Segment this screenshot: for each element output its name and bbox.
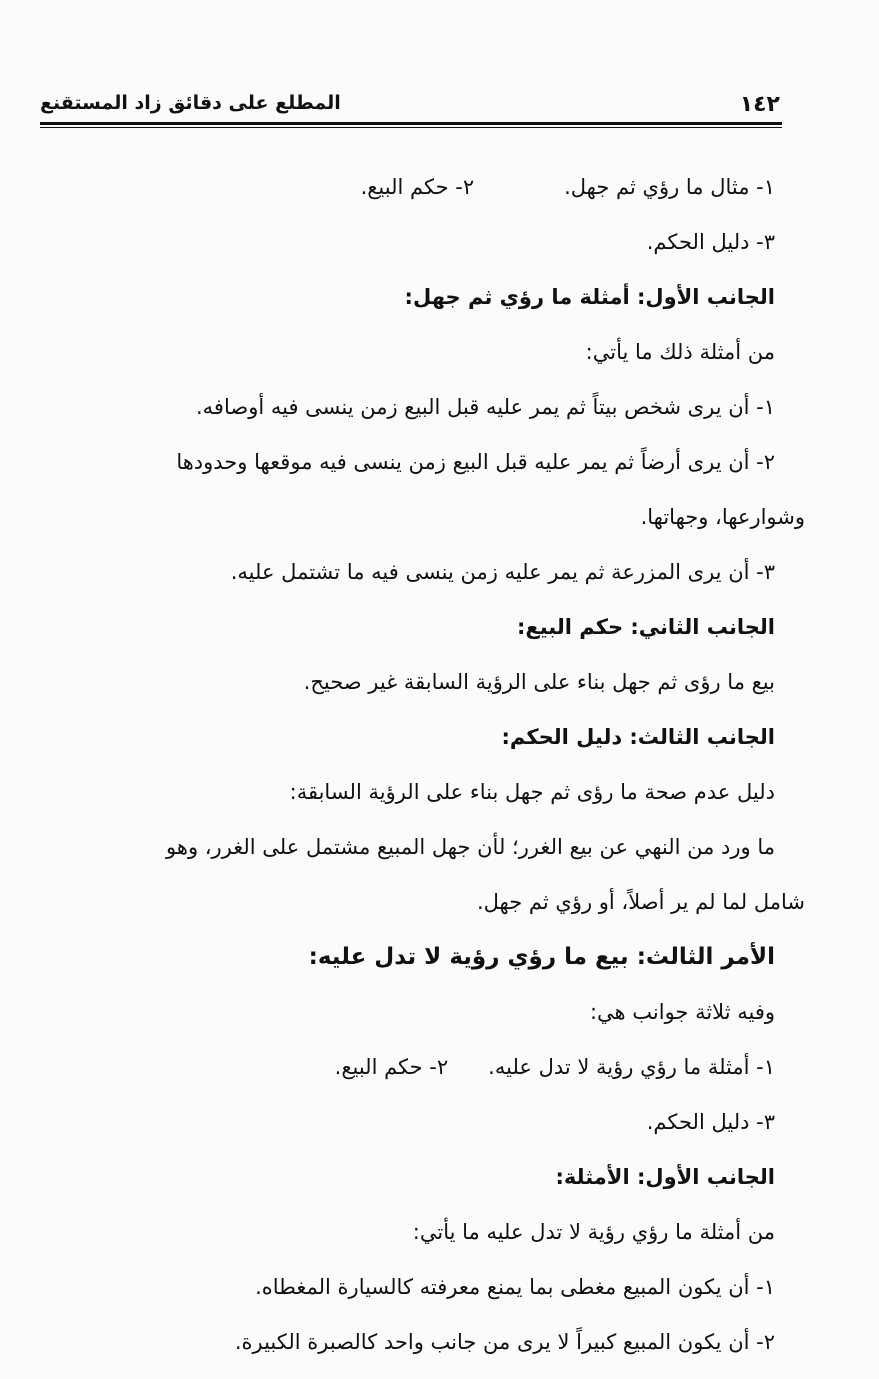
section-heading: الجانب الثاني: حكم البيع:: [516, 615, 775, 639]
paragraph: من أمثلة ذلك ما يأتي:: [585, 340, 775, 364]
list-item: ١- أن يكون المبيع مغطى بما يمنع معرفته كالسيارة المغطاه.: [255, 1275, 775, 1299]
paragraph: دليل عدم صحة ما رؤى ثم جهل بناء على الرؤية السابقة:: [289, 780, 775, 804]
list-item: ١- مثال ما رؤي ثم جهل.: [564, 175, 775, 199]
paragraph: ما ورد من النهي عن بيع الغرر؛ لأن جهل المبيع مشتمل على الغرر، وهو: [166, 835, 775, 859]
list-item: ٢- أن يكون المبيع كبيراً لا يرى من جانب واحد كالصبرة الكبيرة.: [234, 1330, 775, 1354]
paragraph-continuation: شامل لما لم ير أصلاً، أو رؤي ثم جهل.: [476, 890, 805, 914]
list-item: ٣- أن يرى المزرعة ثم يمر عليه زمن ينسى فيه ما تشتمل عليه.: [230, 560, 775, 584]
header-rule: [40, 122, 782, 125]
list-item: ٢- أن يرى أرضاً ثم يمر عليه قبل البيع زمن ينسى فيه موقعها وحدودها: [176, 450, 775, 474]
section-heading: الجانب الأول: الأمثلة:: [555, 1165, 775, 1189]
list-item: ٣- دليل الحكم.: [646, 230, 775, 254]
list-item: ٣- دليل الحكم.: [646, 1110, 775, 1134]
page-body: [50, 160, 805, 1370]
list-item: ٢- حكم البيع.: [360, 175, 475, 199]
list-item-continuation: وشوارعها، وجهاتها.: [640, 505, 805, 529]
paragraph: من أمثلة ما رؤي رؤية لا تدل عليه ما يأتي:: [412, 1220, 775, 1244]
section-heading: الأمر الثالث: بيع ما رؤي رؤية لا تدل عليه:: [308, 944, 775, 970]
list-item: ١- أمثلة ما رؤي رؤية لا تدل عليه.: [488, 1055, 775, 1079]
page-header: [40, 88, 782, 120]
paragraph: بيع ما رؤى ثم جهل بناء على الرؤية السابقة غير صحيح.: [303, 670, 775, 694]
list-row: [50, 1040, 775, 1095]
section-heading: الجانب الثالث: دليل الحكم:: [501, 725, 775, 749]
running-title: المطلع على دقائق زاد المستقنع: [40, 92, 341, 114]
header-rule-thin: [40, 127, 782, 128]
list-item: ٢- حكم البيع.: [334, 1055, 449, 1079]
paragraph: وفيه ثلاثة جوانب هي:: [589, 1000, 775, 1024]
section-heading: الجانب الأول: أمثلة ما رؤي ثم جهل:: [404, 285, 775, 309]
page-number: ١٤٢: [739, 92, 780, 117]
list-item: ١- أن يرى شخص بيتاً ثم يمر عليه قبل البيع زمن ينسى فيه أوصافه.: [196, 395, 775, 419]
list-row: [50, 160, 775, 215]
